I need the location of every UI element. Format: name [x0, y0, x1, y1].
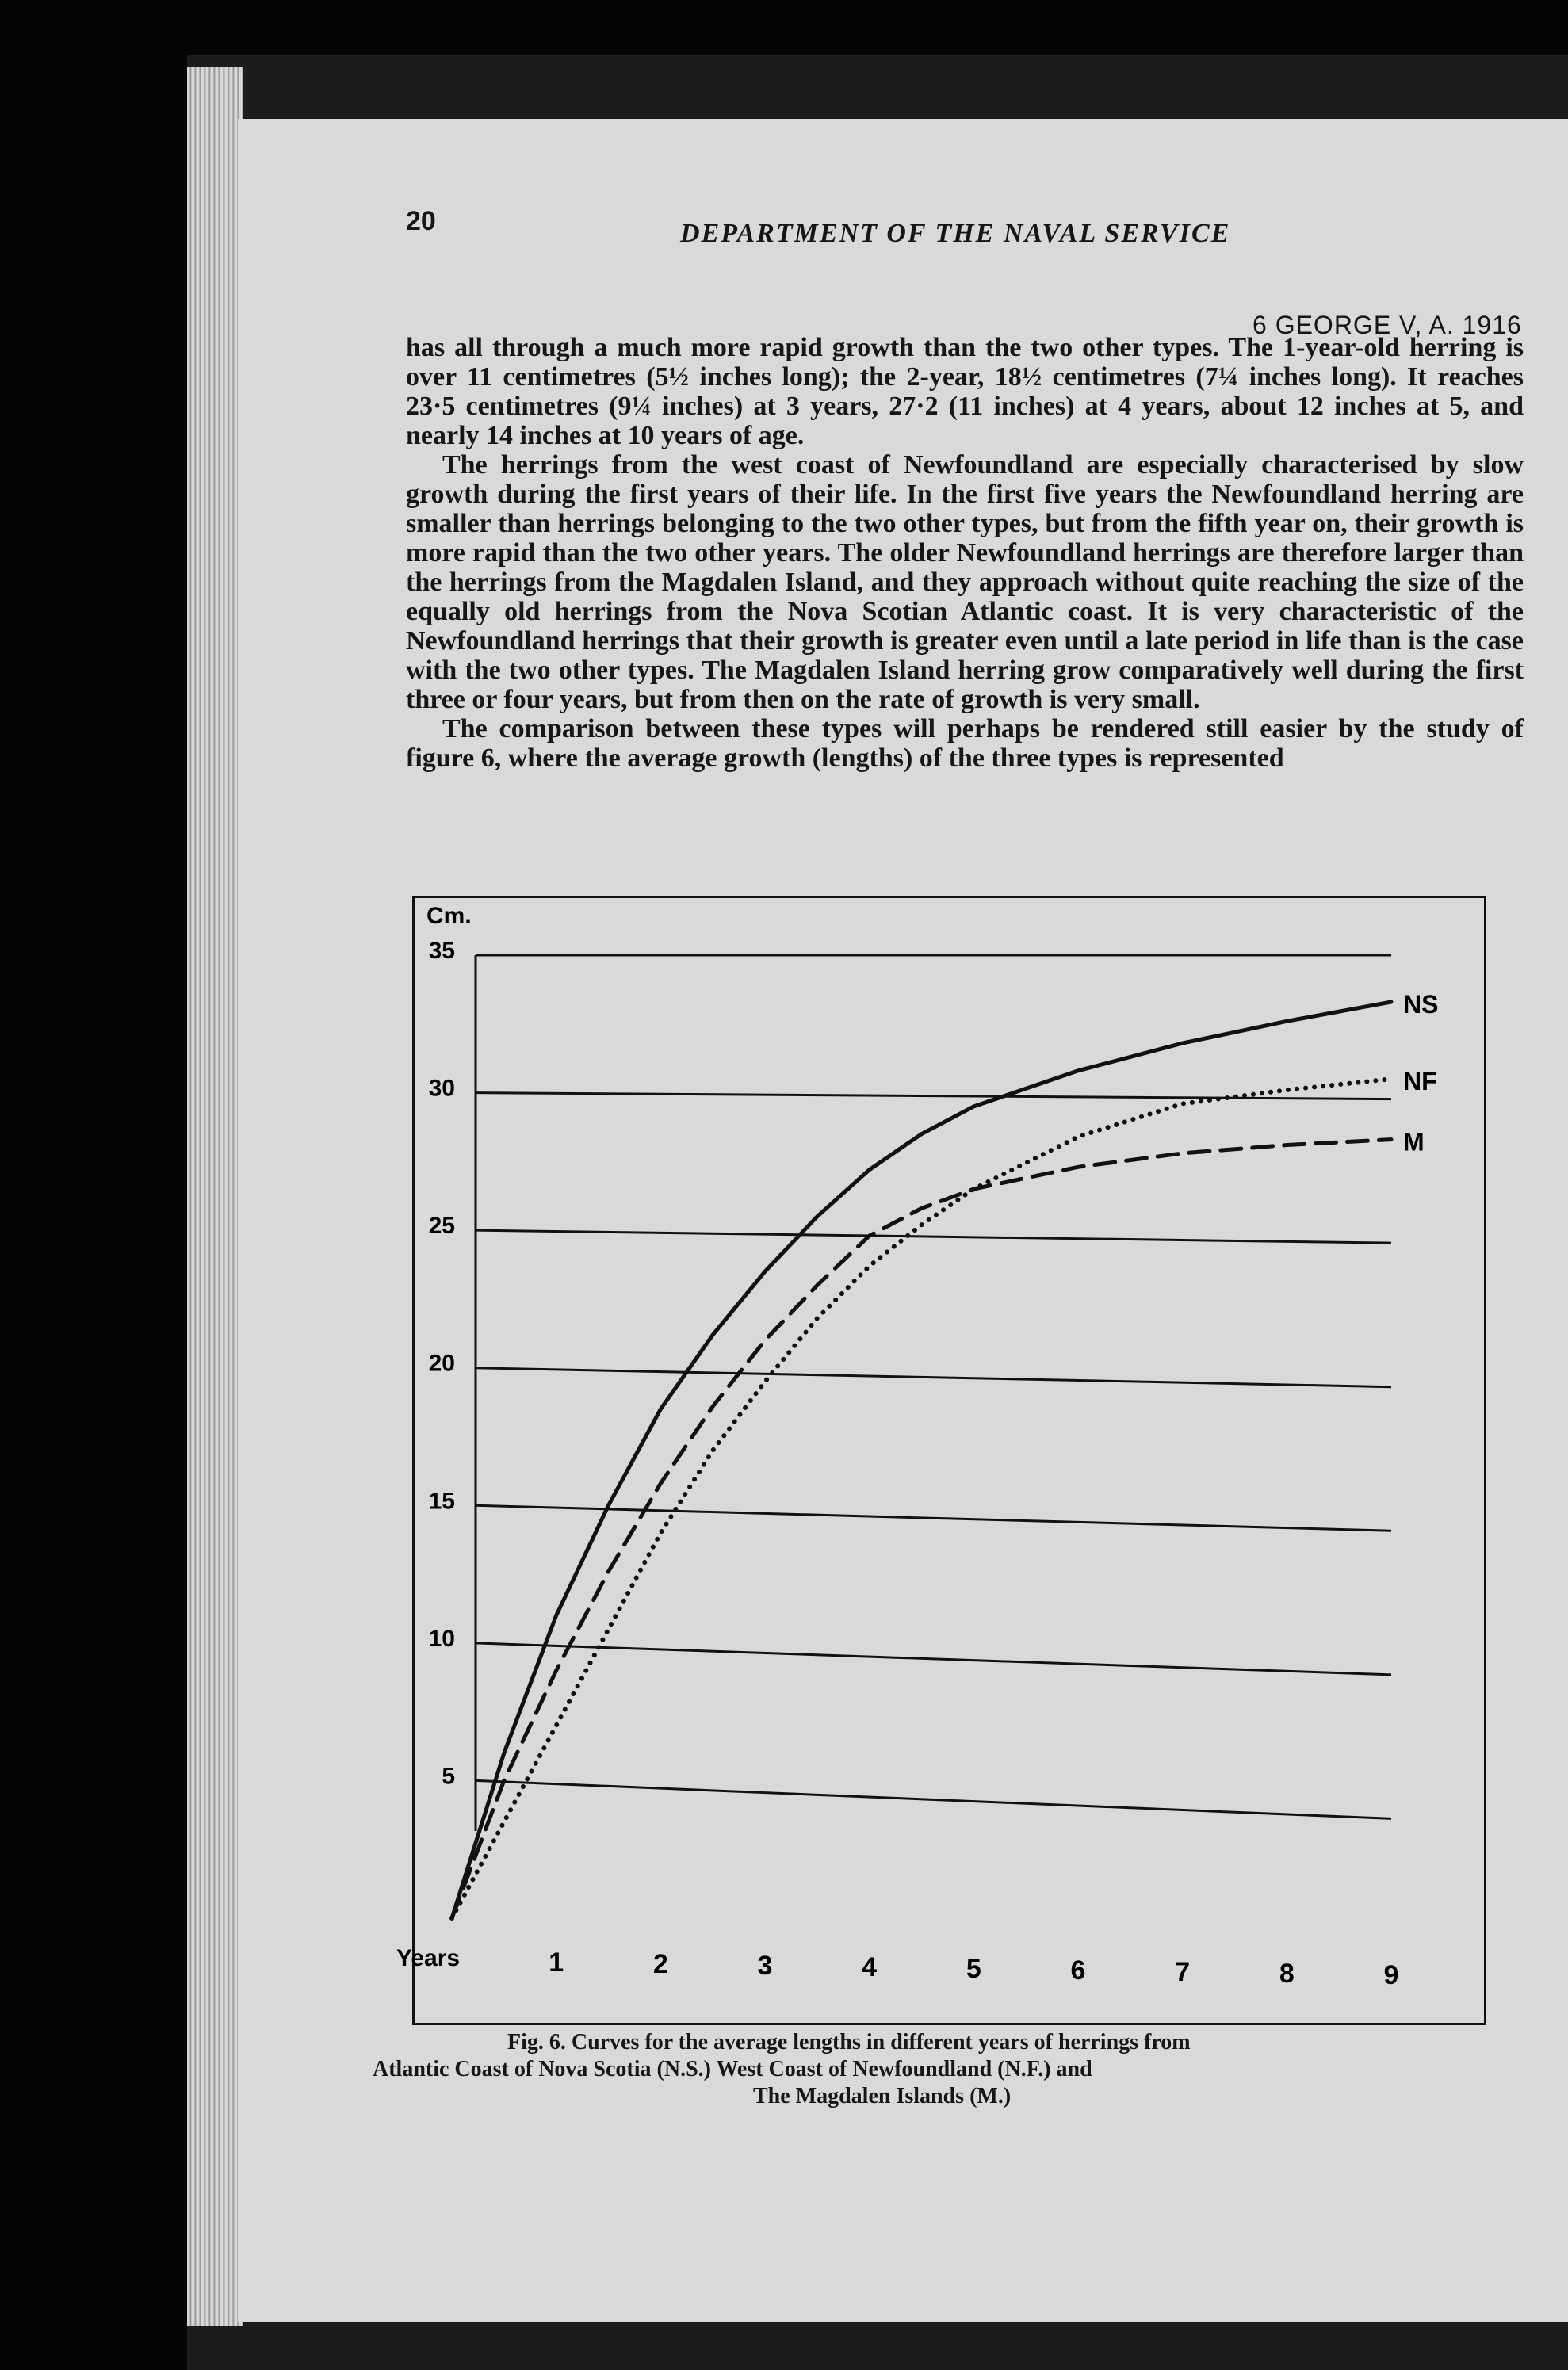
paragraph-2: The herrings from the west coast of Newfoundland are especially characterised by slow growth during the first years of their life. In the first five years the Newfoundland herring are smaller than herrings belonging to the two other types, but from the fifth year on, their growth is more rapid than the two other years. The older Newfoundland herrings are therefore larger than the herrings from the Magdalen Island, and they approach without quite reaching the size of the equally old herrings from the Nova Scotian Atlantic coast. It is very characteristic of the Newfoundland herrings that their growth is greater even until a late period in life than is the case with the two other types. The Magdalen Island herring grow comparatively well during the first three or four years, but from then on the rate of growth is very small.: [406, 450, 1524, 714]
x-tick-label: 9: [1383, 1960, 1399, 1990]
y-tick-label: 15: [428, 1488, 455, 1515]
paragraph-3: The comparison between these types will perhaps be rendered still easier by the study of figure 6, where the average growth (lengths) of the three types is represented: [406, 714, 1524, 773]
running-head: DEPARTMENT OF THE NAVAL SERVICE: [680, 219, 1231, 248]
x-tick-label: 3: [757, 1951, 773, 1981]
x-tick-label: 5: [966, 1954, 981, 1984]
gridline: [476, 1230, 1391, 1243]
paragraph-1: has all through a much more rapid growth than the two other types. The 1-year-old herring is over 11 centimetres (5½ inches long); the 2-year, 18½ centimetres (7¼ inches long). It reaches 23·5 centimetres (9¼ inches) at 3 years, 27·2 (11 inches) at 4 years, about 12 inches at 5, and nearly 14 inches at 10 years of age.: [406, 333, 1524, 450]
figure-caption: [373, 2029, 1530, 2110]
gridline: [476, 1505, 1391, 1531]
growth-chart: [396, 896, 1486, 2025]
x-axis-label: Years: [396, 1945, 461, 1971]
x-tick-label: 6: [1070, 1955, 1086, 1986]
y-tick-label: 25: [428, 1213, 455, 1240]
gridline: [476, 1368, 1391, 1387]
page-number: 20: [406, 206, 436, 236]
x-tick-label: 8: [1279, 1959, 1295, 1989]
x-tick-label: 1: [549, 1948, 564, 1978]
x-tick-label: 2: [652, 1949, 668, 1979]
y-tick-label: 20: [428, 1350, 455, 1377]
y-tick-label: 30: [428, 1075, 455, 1102]
y-axis-label: Cm.: [426, 903, 472, 929]
y-tick-label: 10: [428, 1625, 455, 1652]
page-edges: [187, 67, 243, 2326]
session-label: 6 GEORGE V, A. 1916: [1252, 311, 1522, 339]
y-tick-label: 5: [442, 1763, 455, 1790]
series-m-line: [452, 1140, 1391, 1918]
series-nf-line: [452, 1079, 1391, 1918]
series-nf-label: NF: [1403, 1067, 1437, 1096]
x-tick-label: 4: [862, 1952, 878, 1982]
series-ns-line: [452, 1002, 1391, 1918]
caption-line-2: Atlantic Coast of Nova Scotia (N.S.) West Coast of Newfoundland (N.F.) and: [373, 2057, 1092, 2081]
x-tick-label: 7: [1175, 1957, 1191, 1987]
caption-line-1: Fig. 6. Curves for the average lengths in different years of herrings from: [507, 2030, 1191, 2055]
gridline: [476, 1643, 1391, 1675]
gridline: [476, 1780, 1391, 1818]
y-tick-label: 35: [428, 938, 455, 964]
caption-line-3: The Magdalen Islands (M.): [753, 2084, 1012, 2108]
body-text: [406, 333, 1524, 773]
series-ns-label: NS: [1403, 990, 1439, 1019]
series-m-label: M: [1403, 1127, 1425, 1156]
